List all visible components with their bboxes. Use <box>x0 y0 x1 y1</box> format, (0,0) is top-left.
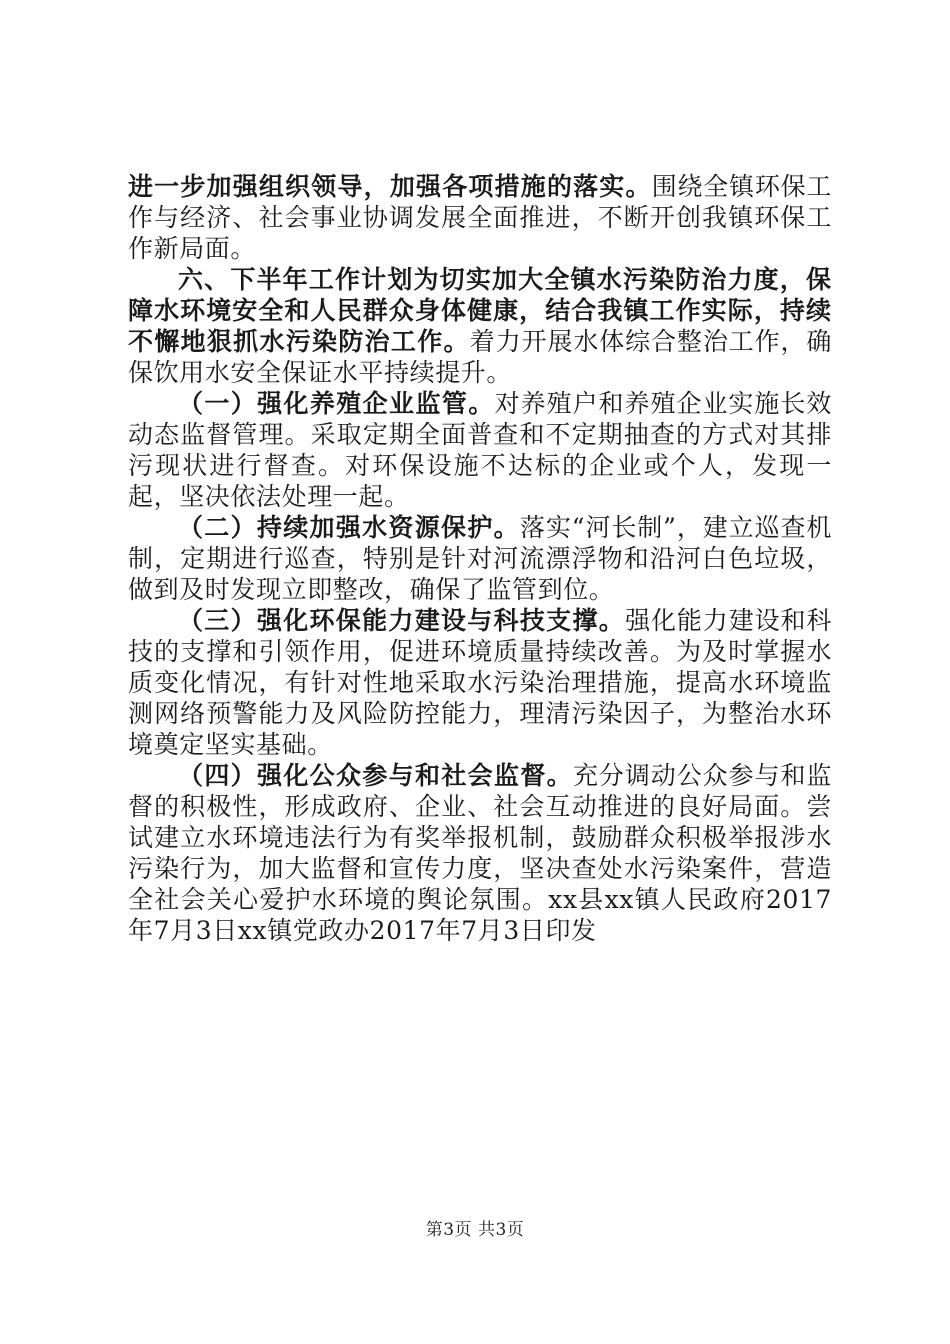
paragraph-lead: （一）强化养殖企业监管。 <box>178 389 495 418</box>
paragraph-item-2 <box>128 512 832 605</box>
paragraph-text: 围绕全镇环保工作与经济、社会事业协调发展全面推进，不断开创我镇环保工作新局面。 <box>128 172 832 263</box>
paragraph-lead: （四）强化公众参与和社会监督。 <box>178 761 573 790</box>
paragraph-text: 强化能力建设和科技的支撑和引领作用，促进环境质量持续改善。为及时掌握水质变化情况，有针对性地采取水污染治理措施，提高水环境监测网络预警能力及风险防控能力，理清污染因子，为整治水环境奠定坚实基础。 <box>128 606 832 759</box>
page-number-footer: 第3页 共3页 <box>425 1220 525 1240</box>
paragraph-text: 落实“河长制”，建立巡查机制，定期进行巡查，特别是针对河流漂浮物和沿河白色垃圾，做到及时发现立即整改，确保了监管到位。 <box>128 513 832 604</box>
paragraph-text: 对养殖户和养殖企业实施长效动态监督管理。采取定期全面普查和不定期抽查的方式对其排污现状进行督查。对环保设施不达标的企业或个人，发现一起，坚决依法处理一起。 <box>128 389 832 511</box>
paragraph-text: 充分调动公众参与和监督的积极性，形成政府、企业、社会互动推进的良好局面。尝试建立水环境违法行为有奖举报机制，鼓励群众积极举报涉水污染行为，加大监督和宣传力度，坚决查处水污染案件，营造全社会关心爱护水环境的舆论氛围。xx县xx镇人民政府2017年7月3日xx镇党政办2017年7月3日印发 <box>128 761 832 945</box>
paragraph-lead: 六、下半年工作计划为切实加大全镇水污染防治力度，保障水环境安全和人民群众身体健康，结合我镇工作实际，持续不懈地狠抓水污染防治工作。 <box>128 265 832 356</box>
paragraph-item-3 <box>128 605 832 760</box>
paragraph-lead: （三）强化环保能力建设与科技支撑。 <box>178 606 626 635</box>
paragraph-text: 着力开展水体综合整治工作，确保饮用水安全保证水平持续提升。 <box>128 327 832 387</box>
paragraph-continuation <box>128 171 832 264</box>
paragraph-lead: 进一步加强组织领导，加强各项措施的落实。 <box>128 172 652 201</box>
paragraph-item-1 <box>128 388 832 512</box>
document-body <box>128 171 832 946</box>
paragraph-item-4 <box>128 760 832 946</box>
paragraph-lead: （二）持续加强水资源保护。 <box>178 513 520 542</box>
paragraph-work-plan <box>128 264 832 388</box>
